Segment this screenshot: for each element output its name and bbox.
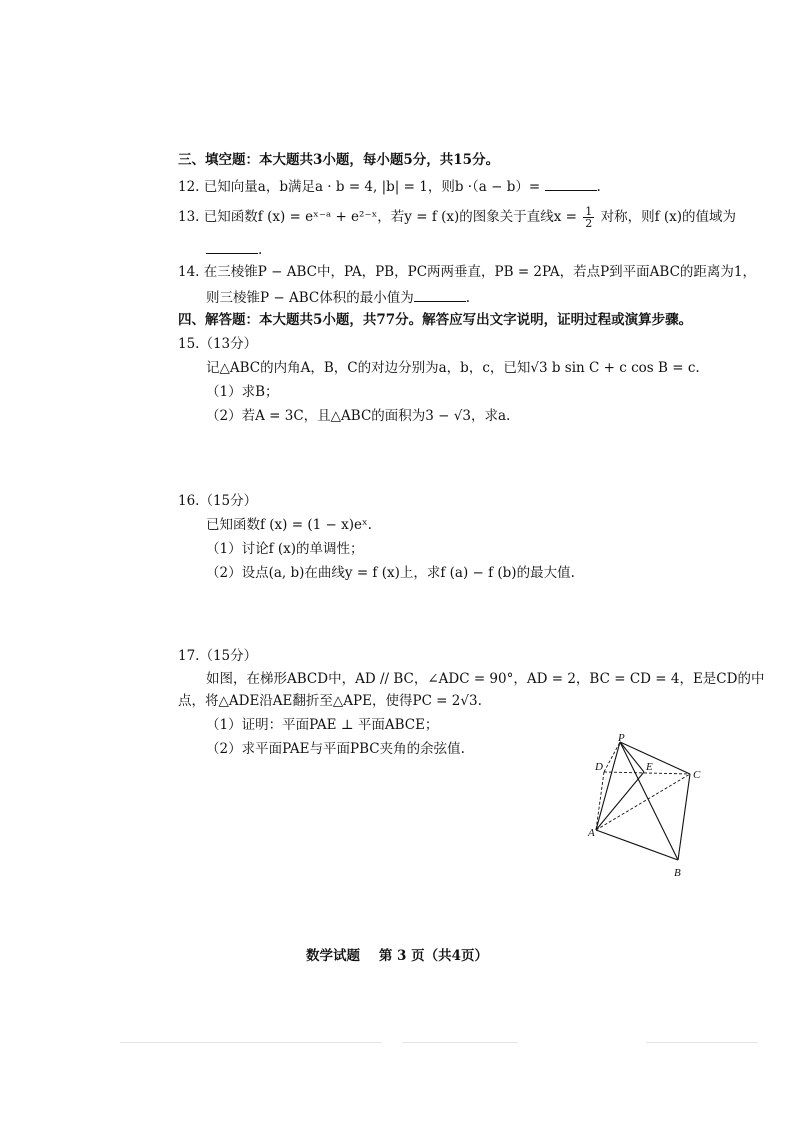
question-12-number: 12. <box>178 179 200 195</box>
question-12-blank <box>545 176 597 191</box>
question-16-stem: 已知函数f (x) = (1 − x)eˣ. <box>206 517 372 533</box>
edge-dp-dashed <box>604 742 620 772</box>
question-13-fraction <box>583 206 594 229</box>
question-14-line-2-row <box>206 287 470 307</box>
section-3-heading: 三、填空题：本大题共3小题，每小题5分，共15分。 <box>178 152 500 168</box>
edge-ac-dashed <box>596 774 690 830</box>
fraction-numerator: 1 <box>585 205 593 218</box>
section-4-heading: 四、解答题：本大题共5小题，共77分。解答应写出文字说明，证明过程或演算步骤。 <box>178 312 693 328</box>
question-16-header: 16.（15分） <box>178 493 258 509</box>
question-15-part-2: （2）若A = 3C，且△ABC的面积为3 − √3，求a. <box>206 408 511 424</box>
question-17-stem-1: 如图，在梯形ABCD中，AD // BC，∠ADC = 90°，AD = 2，BC = CD = 4，E是CD的中 <box>206 671 765 687</box>
question-14-number: 14. <box>178 264 200 280</box>
question-17-stem-2: 点，将△ADE沿AE翻折至△APE，使得PC = 2√3. <box>178 693 482 709</box>
question-13 <box>178 206 736 229</box>
label-p: P <box>618 732 625 744</box>
question-17-header: 17.（15分） <box>178 648 258 664</box>
edge-pc <box>620 742 690 774</box>
question-13-blank <box>206 239 258 254</box>
question-15-stem: 记△ABC的内角A，B，C的对边分别为a，b，c，已知√3 b sin C + c cos B = c. <box>206 360 700 376</box>
edge-ae <box>596 772 644 830</box>
question-15-header: 15.（13分） <box>178 336 258 352</box>
question-13-tail: . <box>258 242 263 258</box>
footer-subject: 数学试题 <box>306 948 360 964</box>
scan-divider-middle <box>402 1042 518 1043</box>
label-b: B <box>674 867 681 879</box>
question-16-part-1: （1）讨论f (x)的单调性； <box>206 541 364 557</box>
pyramid-figure <box>584 732 714 882</box>
edge-pa <box>596 742 620 830</box>
question-15-part-1: （1）求B； <box>206 384 279 400</box>
question-14-line-2: 则三棱锥P − ABC体积的最小值为 <box>206 290 414 306</box>
question-12 <box>178 176 601 196</box>
question-12-tail: . <box>596 179 601 195</box>
question-17-part-2: （2）求平面PAE与平面PBC夹角的余弦值. <box>206 741 465 757</box>
question-16-part-2: （2）设点(a, b)在曲线y = f (x)上，求f (a) − f (b)的最大值. <box>206 565 575 581</box>
question-13-text-b: 对称，则f (x)的值域为 <box>600 209 737 225</box>
question-13-number: 13. <box>178 209 200 225</box>
question-14-blank <box>414 287 466 302</box>
question-14-tail: . <box>465 290 471 306</box>
fraction-denominator: 2 <box>585 217 593 230</box>
scan-divider-left <box>120 1042 382 1043</box>
question-14 <box>178 263 756 281</box>
scan-divider-right <box>646 1042 758 1043</box>
label-a: A <box>588 827 595 839</box>
footer-page-number: 第 3 页（共4页） <box>378 948 488 964</box>
edge-bc <box>678 774 690 860</box>
label-e: E <box>646 761 653 773</box>
label-d: D <box>595 761 603 773</box>
question-13-text-a: 已知函数f (x) = eˣ⁻ᵃ + e²⁻ˣ，若y = f (x)的图象关于直线x = <box>203 209 577 225</box>
question-14-line-1: 在三棱锥P − ABC中，PA，PB，PC两两垂直，PB = 2PA，若点P到平面ABC的距离为1， <box>203 264 757 280</box>
page-footer <box>0 944 794 964</box>
question-13-answer-line <box>206 239 262 259</box>
question-12-text: 已知向量a，b满足a · b = 4, |b| = 1，则b ·（a − b）= <box>203 179 541 195</box>
question-17-part-1: （1）证明：平面PAE ⊥ 平面ABCE； <box>206 717 439 733</box>
label-c: C <box>693 769 701 781</box>
